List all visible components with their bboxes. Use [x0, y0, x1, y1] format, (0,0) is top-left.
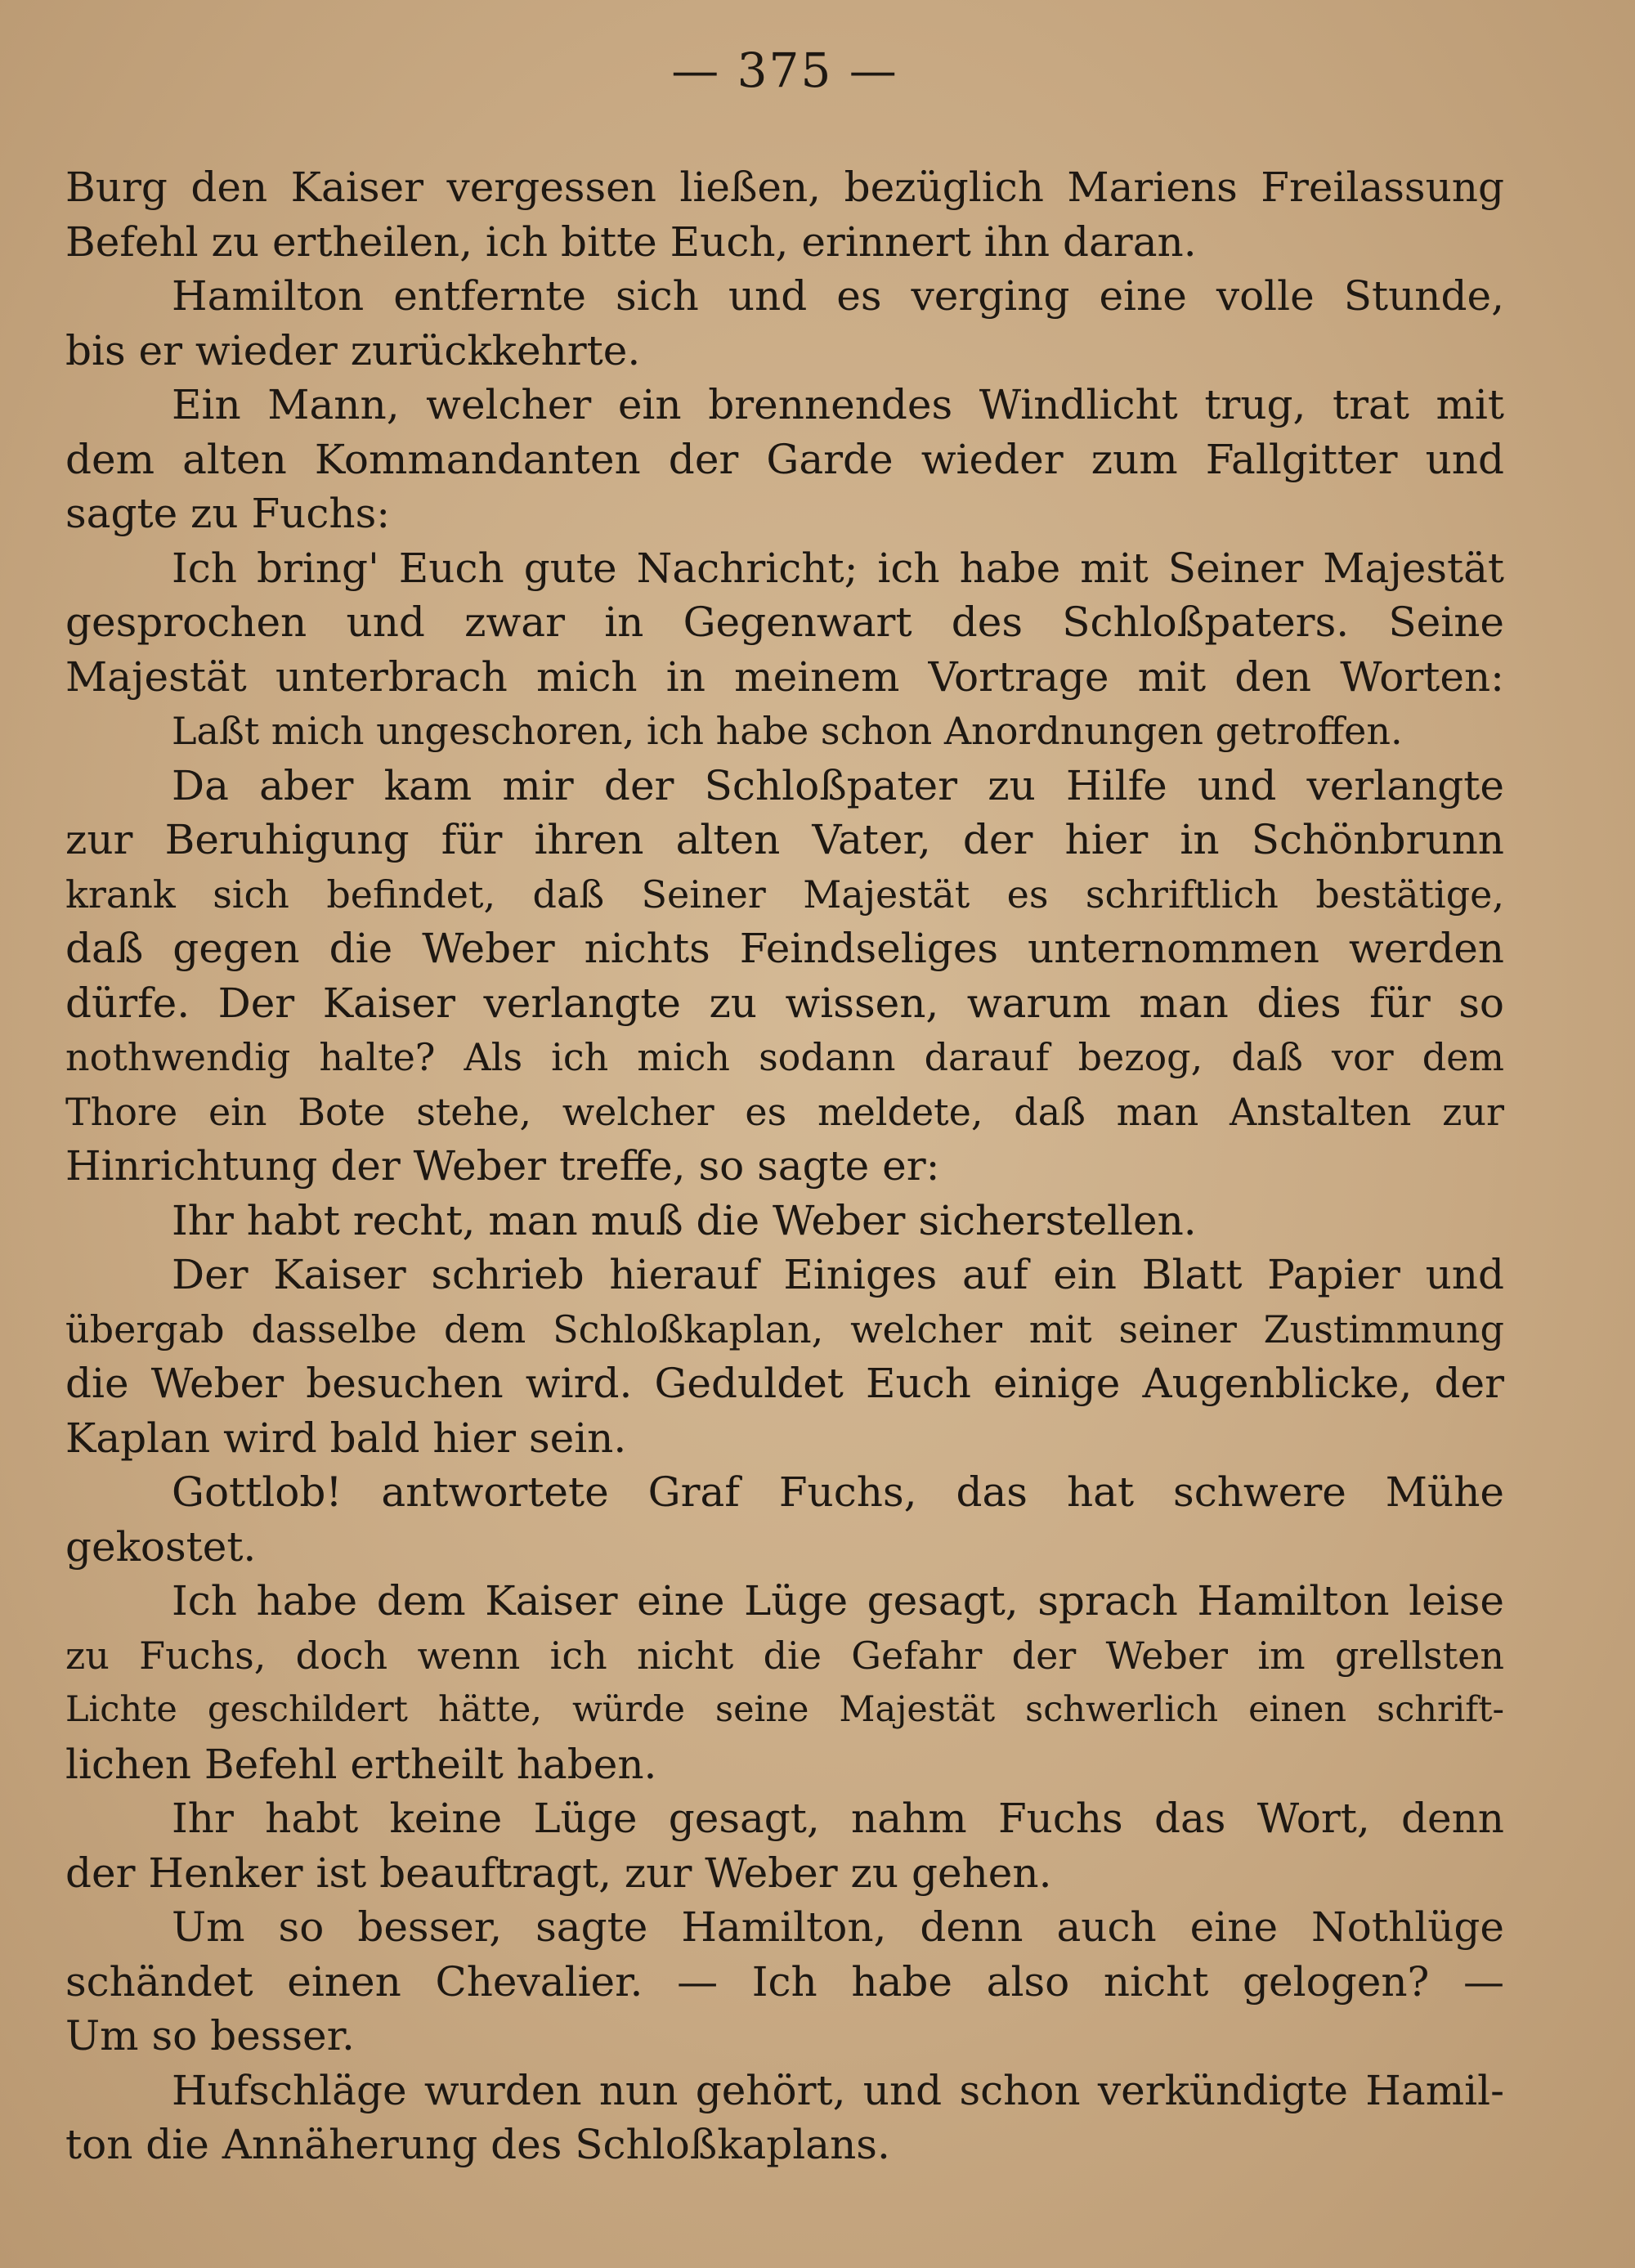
text-line: Thore ein Bote stehe, welcher es meldete, daß man Anstalten zur — [65, 1089, 1504, 1134]
text-line: Da aber kam mir der Schloßpater zu Hilfe und verlangte — [172, 761, 1504, 809]
body-text — [65, 160, 1504, 2172]
text-line: Um so besser, sagte Hamilton, denn auch eine Nothlüge — [172, 1903, 1504, 1951]
text-line: Ihr habt recht, man muß die Weber sicherstellen. — [172, 1196, 1197, 1244]
text-line: Ein Mann, welcher ein brennendes Windlicht trug, trat mit — [172, 381, 1504, 428]
text-line: Der Kaiser schrieb hierauf Einiges auf ein Blatt Papier und — [172, 1251, 1504, 1298]
text-line: Ihr habt keine Lüge gesagt, nahm Fuchs das Wort, denn — [172, 1795, 1504, 1842]
text-line: Burg den Kaiser vergessen ließen, bezüglich Mariens Freilassung — [65, 164, 1504, 211]
text-line: ton die Annäherung des Schloßkaplans. — [65, 2121, 890, 2168]
text-line: gekostet. — [65, 1522, 257, 1571]
text-line: Hamilton entfernte sich und es verging eine volle Stunde, — [172, 272, 1504, 320]
text-line: lichen Befehl ertheilt haben. — [65, 1740, 657, 1788]
text-line: nothwendig halte? Als ich mich sodann darauf bezog, daß vor dem — [65, 1035, 1504, 1079]
text-line: zur Beruhigung für ihren alten Vater, der hier in Schönbrunn — [65, 816, 1504, 863]
text-line: Um so besser. — [65, 2012, 355, 2060]
text-line: Ich bring' Euch gute Nachricht; ich habe mit Seiner Majestät — [172, 544, 1504, 592]
page-number: — 375 — — [671, 43, 898, 98]
text-line: Kaplan wird bald hier sein. — [65, 1414, 627, 1462]
text-line: Lichte geschildert hätte, würde seine Majestät schwerlich einen schrift- — [65, 1689, 1504, 1730]
text-line: Hinrichtung der Weber treffe, so sagte er: — [65, 1142, 940, 1190]
text-line: daß gegen die Weber nichts Feindseliges unternommen werden — [65, 925, 1504, 972]
text-line: Ich habe dem Kaiser eine Lüge gesagt, sprach Hamilton leise — [172, 1577, 1504, 1625]
text-line: Gottlob! antwortete Graf Fuchs, das hat schwere Mühe — [172, 1468, 1504, 1516]
text-line: übergab dasselbe dem Schloßkaplan, welcher mit seiner Zustimmung — [65, 1307, 1504, 1351]
text-line: Laßt mich ungeschoren, ich habe schon Anordnungen getroffen. — [172, 709, 1403, 753]
text-line: schändet einen Chevalier. — Ich habe also nicht gelogen? — — [65, 1957, 1504, 2006]
text-line: sagte zu Fuchs: — [65, 490, 391, 537]
text-line: dem alten Kommandanten der Garde wieder zum Fallgitter und — [65, 435, 1504, 483]
text-line: Befehl zu ertheilen, ich bitte Euch, erinnert ihn daran. — [65, 217, 1197, 266]
text-line: Hufschläge wurden nun gehört, und schon verkündigte Hamil- — [172, 2066, 1504, 2114]
text-line: Majestät unterbrach mich in meinem Vortrage mit den Worten: — [65, 652, 1504, 701]
text-line: krank sich befindet, daß Seiner Majestät es schriftlich bestätige, — [65, 872, 1504, 917]
text-line: der Henker ist beauftragt, zur Weber zu gehen. — [65, 1849, 1052, 1897]
text-line: die Weber besuchen wird. Geduldet Euch einige Augenblicke, der — [65, 1360, 1504, 1407]
text-line: zu Fuchs, doch wenn ich nicht die Gefahr der Weber im grellsten — [65, 1633, 1504, 1678]
text-line: dürfe. Der Kaiser verlangte zu wissen, warum man dies für so — [65, 979, 1504, 1027]
text-line: bis er wieder zurückkehrte. — [65, 326, 641, 374]
text-line: gesprochen und zwar in Gegenwart des Schloßpaters. Seine — [65, 598, 1504, 646]
